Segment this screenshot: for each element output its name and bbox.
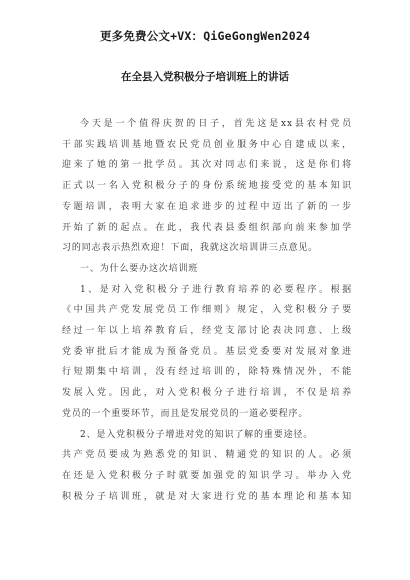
body-line: 党委审批后才能成为预备党员。基层党委要对发展对象进 — [62, 346, 352, 357]
body-line: 共产党员要成为熟悉党的知识、精通党的知识的人。必须 — [62, 450, 352, 461]
body-line: 发展入党。因此，对入党积极分子进行培训，不仅是培养 — [62, 388, 352, 399]
body-line: 2、是入党积极分子增进对党的知识了解的重要途径。 — [80, 429, 314, 440]
body-line: 行短期集中培训，没有经过培训的，除特殊情况外，不能 — [62, 367, 352, 378]
body-line: 习的同志表示热烈欢迎！下面，我就这次培训讲三点意见。 — [62, 243, 319, 254]
body-line: 1、是对入党积极分子进行教育培养的必要程序。根据 — [80, 284, 352, 295]
promo-header: 更多免费公文+VX：QiGeGongWen2024 — [99, 29, 311, 43]
document-title: 在全县入党积极分子培训班上的讲话 — [121, 71, 289, 83]
body-line: 开始了新的起点。在此，我代表县委组织部向前来参加学 — [62, 222, 352, 233]
body-line: 积极分子培训班，就是对大家进行党的基本理论和基本知 — [62, 491, 352, 502]
body-line: 经过一年以上培养教育后，经党支部讨论表决同意、上级 — [62, 326, 352, 337]
body-line: 专题培训，表明大家在追求进步的过程中迈出了新的一步 — [62, 201, 352, 212]
body-line: 党员的一个重要环节，而且是发展党员的一道必要程序。 — [62, 408, 309, 419]
body-line: 迎来了她的第一批学员。其次对同志们来说，这是你们将 — [62, 160, 352, 171]
section-heading: 一、为什么要办这次培训班 — [80, 263, 199, 274]
body-line: 正式以一名入党积极分子的身份系统地接受党的基本知识 — [62, 181, 352, 192]
body-line: 在还是入党积极分子时就要加强党的知识学习。举办入党 — [62, 470, 352, 481]
body-line: 今天是一个值得庆贺的日子，首先这是xx县农村党员 — [80, 119, 352, 129]
body-line: 《中国共产党发展党员工作细则》规定，入党积极分子要 — [62, 305, 352, 316]
document-body — [62, 114, 352, 507]
body-line: 干部实践培训基地暨农民党员创业服务中心自建成以来， — [62, 139, 352, 150]
